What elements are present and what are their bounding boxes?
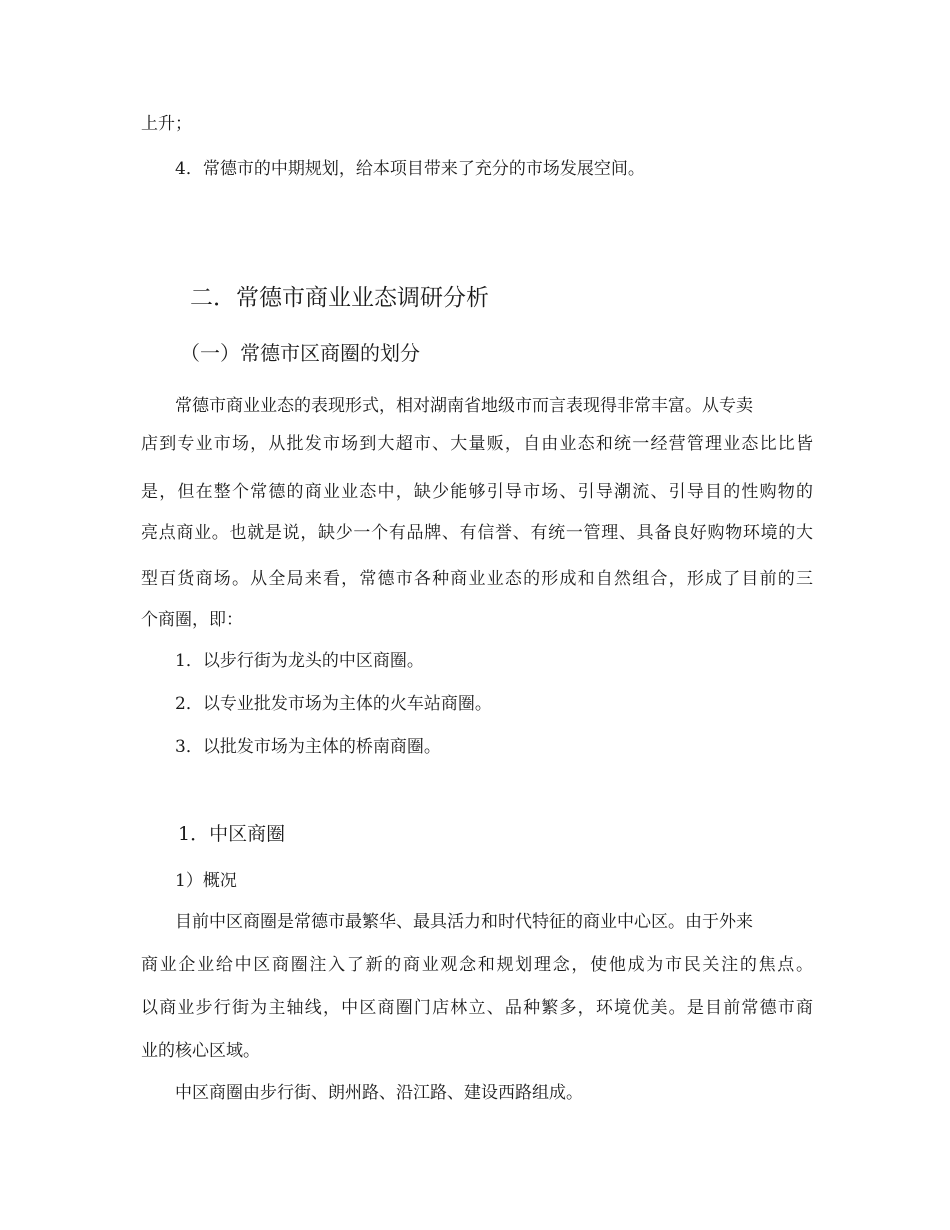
paragraph-line: 以商业步行街为主轴线，中区商圈门店林立、品种繁多，环境优美。是目前常德市商	[141, 998, 813, 1018]
list-item: 3．以批发市场为主体的桥南商圈。	[175, 737, 441, 757]
paragraph-line: 亮点商业。也就是说，缺少一个有品牌、有信誉、有统一管理、具备良好购物环境的大	[141, 523, 813, 543]
text-line: 上升；	[141, 114, 192, 134]
paragraph-line: 常德市商业业态的表现形式，相对湖南省地级市而言表现得非常丰富。从专卖	[175, 396, 753, 416]
paragraph-line: 个商圈，即：	[141, 610, 243, 630]
section-heading: 二．常德市商业业态调研分析	[190, 285, 489, 311]
paragraph-line: 业的核心区域。	[141, 1041, 260, 1061]
list-item: 4．常德市的中期规划，给本项目带来了充分的市场发展空间。	[175, 159, 645, 179]
paragraph-line: 店到专业市场，从批发市场到大超市、大量贩，自由业态和统一经营管理业态比比皆	[141, 434, 813, 454]
paragraph-line: 是，但在整个常德的商业业态中，缺少能够引导市场、引导潮流、引导目的性购物的	[141, 482, 813, 502]
list-item: 2．以专业批发市场为主体的火车站商圈。	[175, 694, 492, 714]
subsection-heading: （一）常德市区商圈的划分	[180, 341, 420, 365]
subheading-label: 1）概况	[175, 871, 237, 891]
paragraph-line: 中区商圈由步行街、朗州路、沿江路、建设西路组成。	[175, 1083, 583, 1103]
paragraph-line: 目前中区商圈是常德市最繁华、最具活力和时代特征的商业中心区。由于外来	[175, 912, 753, 932]
paragraph-line: 型百货商场。从全局来看，常德市各种商业业态的形成和自然组合，形成了目前的三	[141, 569, 813, 589]
section-heading: 1．中区商圈	[178, 823, 286, 845]
paragraph-line: 商业企业给中区商圈注入了新的商业观念和规划理念，使他成为市民关注的焦点。	[141, 955, 813, 975]
list-item: 1．以步行街为龙头的中区商圈。	[175, 651, 424, 671]
